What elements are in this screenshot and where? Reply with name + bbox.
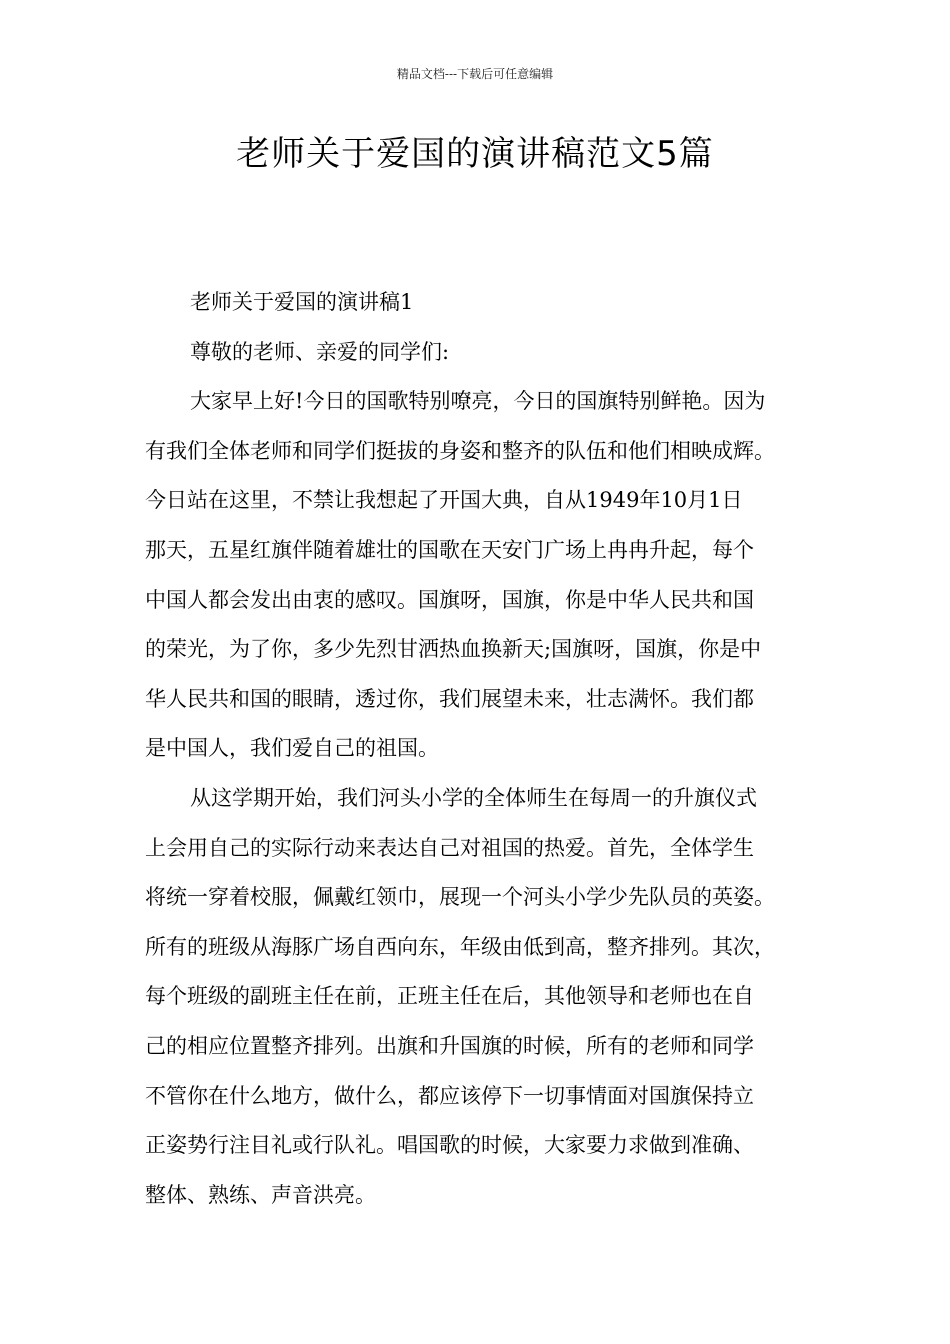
section-heading: 老师关于爱国的演讲稿1 [190,290,414,314]
paragraph-line: 将统一穿着校服，佩戴红领巾，展现一个河头小学少先队员的英姿。 [145,885,775,910]
document-title: 老师关于爱国的演讲稿范文5篇 [236,134,714,174]
paragraph-line: 是中国人，我们爱自己的祖国。 [145,736,439,761]
paragraph-line: 那天，五星红旗伴随着雄壮的国歌在天安门广场上冉冉升起，每个 [145,537,754,562]
paragraph-line: 己的相应位置整齐排列。出旗和升国旗的时候，所有的老师和同学 [145,1033,754,1058]
document-body [145,278,835,1220]
paragraph-line: 上会用自己的实际行动来表达自己对祖国的热爱。首先，全体学生 [145,835,754,860]
paragraph-line: 所有的班级从海豚广场自西向东，年级由低到高，整齐排列。其次， [145,934,775,959]
paragraph-line: 正姿势行注目礼或行队礼。唱国歌的时候，大家要力求做到准确、 [145,1133,754,1158]
paragraph-line: 整体、熟练、声音洪亮。 [145,1182,376,1207]
paragraph-line: 从这学期开始，我们河头小学的全体师生在每周一的升旗仪式 [190,785,757,810]
paragraph-line: 今日站在这里，不禁让我想起了开国大典，自从1949年10月1日 [145,488,743,513]
paragraph-line: 中国人都会发出由衷的感叹。国旗呀，国旗，你是中华人民共和国 [145,587,754,612]
paragraph-line: 大家早上好!今日的国歌特别嘹亮，今日的国旗特别鲜艳。因为 [190,389,766,414]
salutation: 尊敬的老师、亲爱的同学们: [190,339,450,364]
page-header: 精品文档---下载后可任意编辑 [396,67,554,81]
paragraph-line: 有我们全体老师和同学们挺拔的身姿和整齐的队伍和他们相映成辉。 [145,438,775,463]
paragraph-line: 华人民共和国的眼睛，透过你，我们展望未来，壮志满怀。我们都 [145,686,754,711]
paragraph-line: 每个班级的副班主任在前，正班主任在后，其他领导和老师也在自 [145,984,754,1009]
paragraph-line: 不管你在什么地方，做什么，都应该停下一切事情面对国旗保持立 [145,1083,754,1108]
paragraph-line: 的荣光，为了你，多少先烈甘洒热血换新天;国旗呀，国旗，你是中 [145,637,762,662]
